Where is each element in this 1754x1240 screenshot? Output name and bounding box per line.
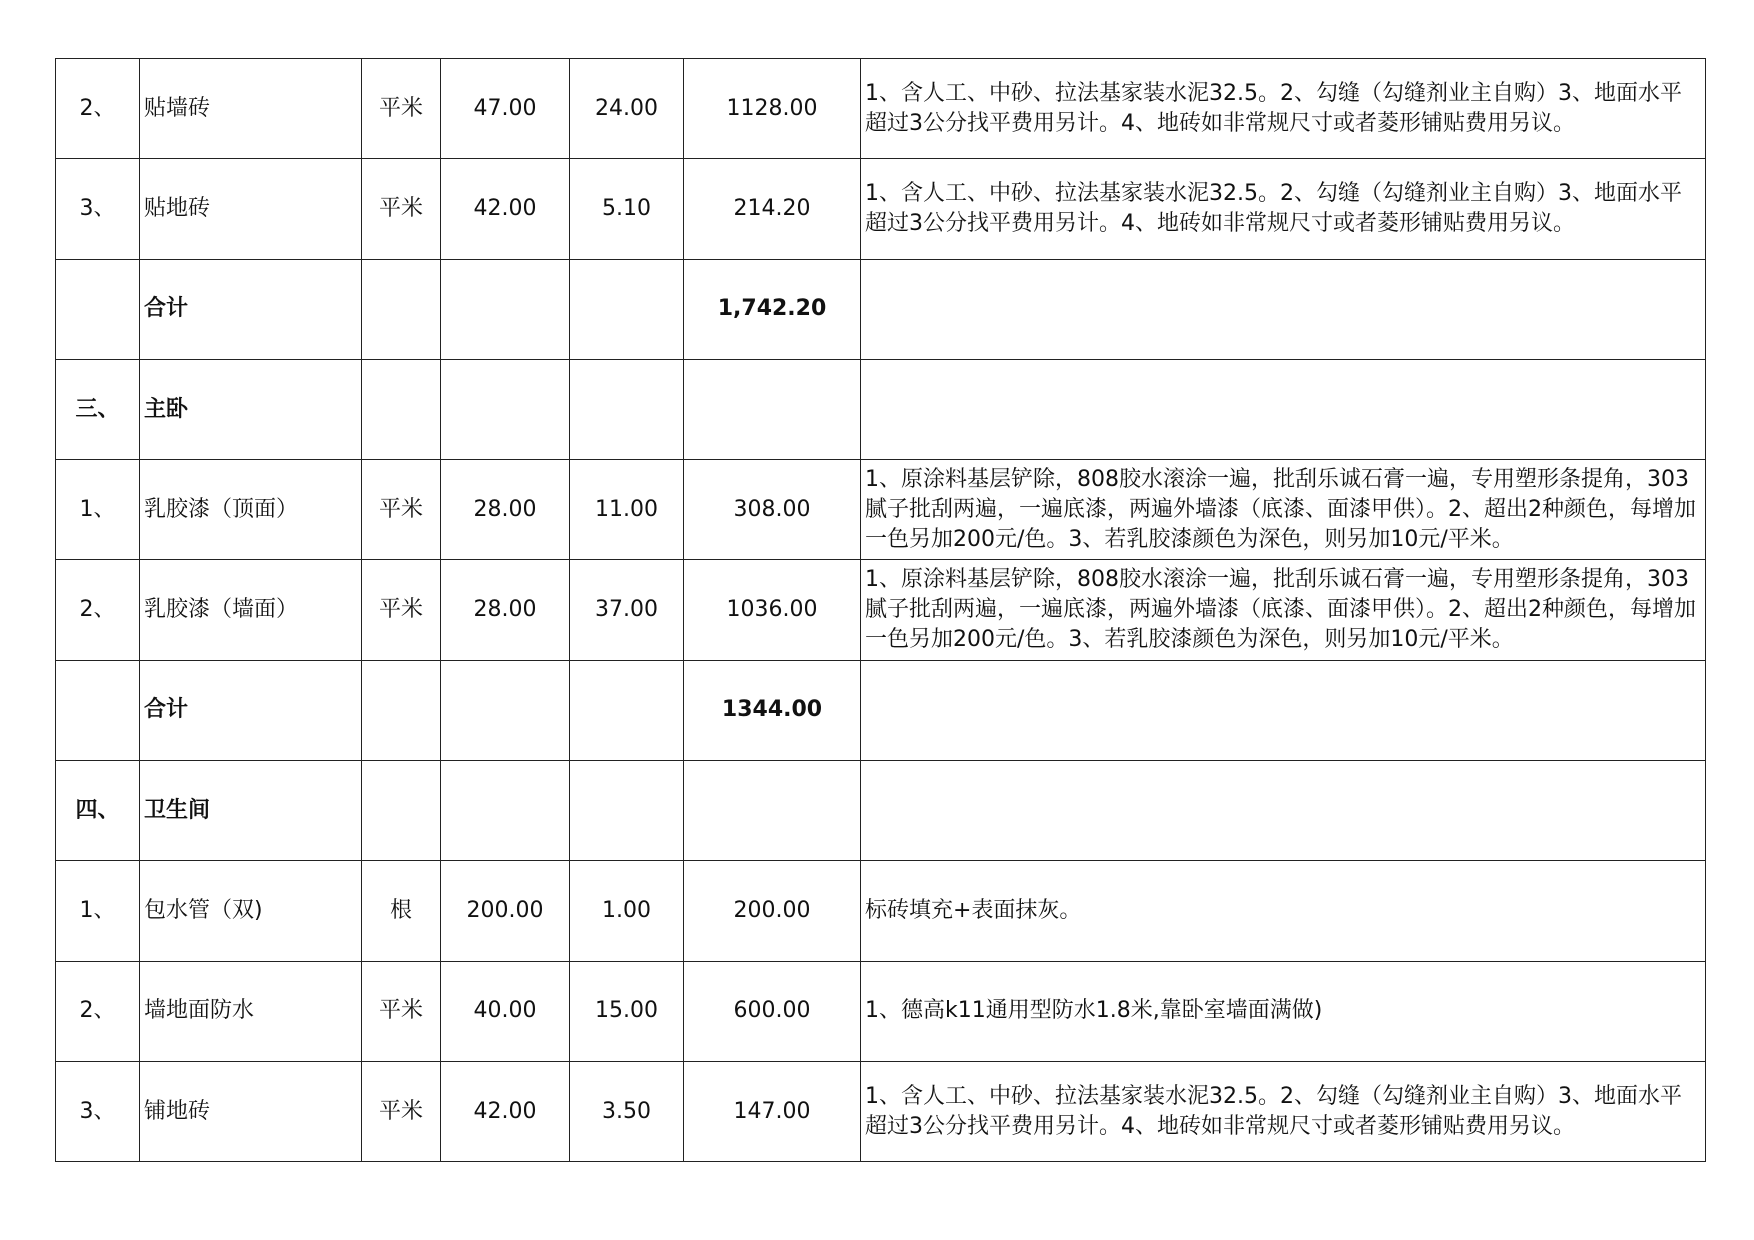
note-cell: 1、原涂料基层铲除，808胶水滚涂一遍，批刮乐诚石膏一遍，专用塑形条提角，303腻子批刮两遍，一遍底漆，两遍外墙漆（底漆、面漆甲供）。2、超出2种颜色，每增加一色另加200元/色。3、若乳胶漆颜色为深色，则另加10元/平米。 xyxy=(861,460,1706,560)
unit-cell: 平米 xyxy=(362,460,441,560)
unit-price-cell: 42.00 xyxy=(441,159,570,259)
amount-cell: 200.00 xyxy=(684,861,861,961)
quote-table xyxy=(55,58,1706,1162)
quantity-cell xyxy=(570,259,684,359)
amount-cell: 147.00 xyxy=(684,1061,861,1161)
unit-cell: 平米 xyxy=(362,159,441,259)
amount-cell: 1128.00 xyxy=(684,59,861,159)
unit-price-cell: 28.00 xyxy=(441,560,570,660)
quantity-cell: 5.10 xyxy=(570,159,684,259)
unit-cell xyxy=(362,761,441,861)
note-cell xyxy=(861,359,1706,459)
item-number-cell: 3、 xyxy=(56,1061,140,1161)
amount-cell: 1344.00 xyxy=(684,660,861,760)
unit-price-cell: 200.00 xyxy=(441,861,570,961)
item-name-cell: 乳胶漆（墙面） xyxy=(140,560,362,660)
item-name-cell: 贴地砖 xyxy=(140,159,362,259)
table-row xyxy=(56,359,1706,459)
quantity-cell: 15.00 xyxy=(570,961,684,1061)
table-body xyxy=(56,59,1706,1162)
quantity-cell: 24.00 xyxy=(570,59,684,159)
unit-cell xyxy=(362,359,441,459)
item-name-cell: 墙地面防水 xyxy=(140,961,362,1061)
item-number-cell: 1、 xyxy=(56,460,140,560)
quantity-cell: 3.50 xyxy=(570,1061,684,1161)
item-name-cell: 合计 xyxy=(140,660,362,760)
note-cell: 1、含人工、中砂、拉法基家装水泥32.5。2、勾缝（勾缝剂业主自购）3、地面水平超过3公分找平费用另计。4、地砖如非常规尺寸或者菱形铺贴费用另议。 xyxy=(861,159,1706,259)
table-row xyxy=(56,1061,1706,1161)
item-number-cell: 1、 xyxy=(56,861,140,961)
unit-price-cell: 40.00 xyxy=(441,961,570,1061)
item-number-cell xyxy=(56,660,140,760)
item-name-cell: 包水管（双) xyxy=(140,861,362,961)
note-cell xyxy=(861,660,1706,760)
unit-cell: 平米 xyxy=(362,560,441,660)
quantity-cell: 37.00 xyxy=(570,560,684,660)
unit-price-cell: 47.00 xyxy=(441,59,570,159)
unit-price-cell xyxy=(441,359,570,459)
item-name-cell: 贴墙砖 xyxy=(140,59,362,159)
quantity-cell: 11.00 xyxy=(570,460,684,560)
item-name-cell: 合计 xyxy=(140,259,362,359)
unit-price-cell xyxy=(441,761,570,861)
quantity-cell xyxy=(570,660,684,760)
amount-cell: 1,742.20 xyxy=(684,259,861,359)
item-name-cell: 主卧 xyxy=(140,359,362,459)
table-row xyxy=(56,59,1706,159)
table-row xyxy=(56,961,1706,1061)
unit-price-cell: 42.00 xyxy=(441,1061,570,1161)
unit-price-cell xyxy=(441,660,570,760)
table-row xyxy=(56,560,1706,660)
unit-price-cell xyxy=(441,259,570,359)
unit-cell xyxy=(362,259,441,359)
amount-cell: 1036.00 xyxy=(684,560,861,660)
item-number-cell: 2、 xyxy=(56,59,140,159)
table-row xyxy=(56,259,1706,359)
unit-cell: 平米 xyxy=(362,59,441,159)
note-cell: 1、德高k11通用型防水1.8米,靠卧室墙面满做) xyxy=(861,961,1706,1061)
quantity-cell xyxy=(570,359,684,459)
unit-price-cell: 28.00 xyxy=(441,460,570,560)
table-row xyxy=(56,159,1706,259)
item-name-cell: 铺地砖 xyxy=(140,1061,362,1161)
table-row xyxy=(56,460,1706,560)
amount-cell xyxy=(684,359,861,459)
unit-cell: 平米 xyxy=(362,961,441,1061)
note-cell: 标砖填充+表面抹灰。 xyxy=(861,861,1706,961)
amount-cell: 308.00 xyxy=(684,460,861,560)
table-row xyxy=(56,660,1706,760)
unit-cell: 平米 xyxy=(362,1061,441,1161)
note-cell: 1、原涂料基层铲除，808胶水滚涂一遍，批刮乐诚石膏一遍，专用塑形条提角，303腻子批刮两遍，一遍底漆，两遍外墙漆（底漆、面漆甲供）。2、超出2种颜色，每增加一色另加200元/色。3、若乳胶漆颜色为深色，则另加10元/平米。 xyxy=(861,560,1706,660)
unit-cell xyxy=(362,660,441,760)
table-row xyxy=(56,761,1706,861)
note-cell: 1、含人工、中砂、拉法基家装水泥32.5。2、勾缝（勾缝剂业主自购）3、地面水平超过3公分找平费用另计。4、地砖如非常规尺寸或者菱形铺贴费用另议。 xyxy=(861,1061,1706,1161)
note-cell xyxy=(861,761,1706,861)
quantity-cell: 1.00 xyxy=(570,861,684,961)
amount-cell xyxy=(684,761,861,861)
amount-cell: 214.20 xyxy=(684,159,861,259)
amount-cell: 600.00 xyxy=(684,961,861,1061)
table-row xyxy=(56,861,1706,961)
item-number-cell: 三、 xyxy=(56,359,140,459)
item-name-cell: 乳胶漆（顶面） xyxy=(140,460,362,560)
item-name-cell: 卫生间 xyxy=(140,761,362,861)
item-number-cell xyxy=(56,259,140,359)
item-number-cell: 2、 xyxy=(56,961,140,1061)
item-number-cell: 四、 xyxy=(56,761,140,861)
quantity-cell xyxy=(570,761,684,861)
unit-cell: 根 xyxy=(362,861,441,961)
item-number-cell: 3、 xyxy=(56,159,140,259)
note-cell: 1、含人工、中砂、拉法基家装水泥32.5。2、勾缝（勾缝剂业主自购）3、地面水平超过3公分找平费用另计。4、地砖如非常规尺寸或者菱形铺贴费用另议。 xyxy=(861,59,1706,159)
note-cell xyxy=(861,259,1706,359)
item-number-cell: 2、 xyxy=(56,560,140,660)
